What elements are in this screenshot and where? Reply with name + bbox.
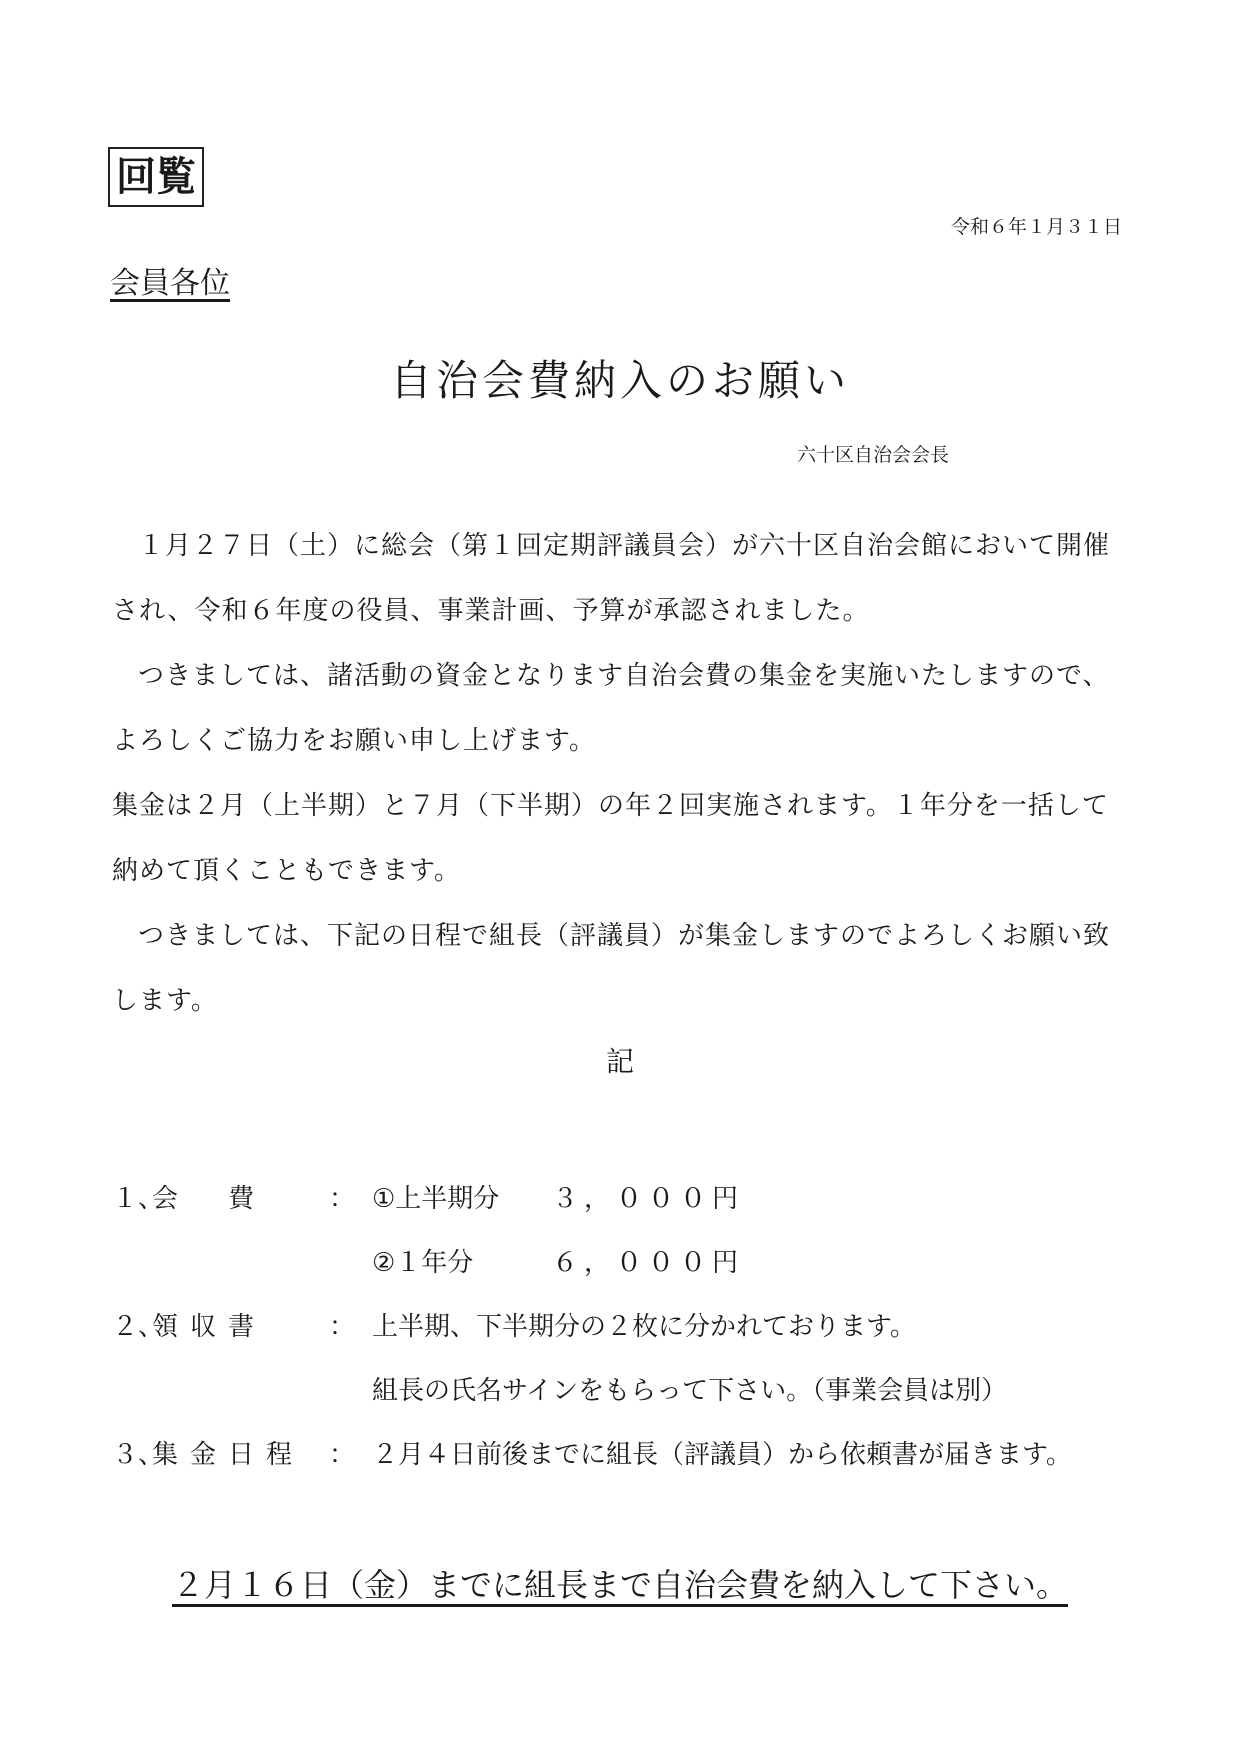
item-label: 会 費	[152, 1183, 267, 1214]
ki-heading: 記	[605, 1045, 634, 1078]
fee-row	[112, 1164, 1072, 1228]
circulation-stamp: 回覧	[108, 147, 204, 207]
fee-option-name: ②１年分	[372, 1247, 474, 1278]
receipt-row-2	[112, 1356, 1072, 1420]
item-label: 集金日程	[152, 1439, 305, 1470]
item-colon: ：	[328, 1183, 355, 1214]
fee-option-name: ①上半期分	[372, 1183, 500, 1214]
fee-option-amount: ３，０００円	[552, 1183, 745, 1214]
fee-option-amount: ６，０００円	[552, 1247, 745, 1278]
item-colon: ：	[328, 1311, 355, 1342]
item-number: １、	[112, 1183, 165, 1214]
recipients: 会員各位	[110, 266, 230, 301]
body-text	[112, 514, 1132, 1034]
schedule-row	[112, 1420, 1072, 1484]
deadline-text: ２月１６日（金）までに組長まで自治会費を納入して下さい。	[171, 1566, 1068, 1604]
paragraph-general-meeting: １月２７日（土）に総会（第１回定期評議員会）が六十区自治会館において開催され、令和６年度の役員、事業計画、予算が承認されました。	[112, 531, 1111, 626]
paragraph-schedule: つきましては、下記の日程で組長（評議員）が集金しますのでよろしくお願い致します。	[112, 921, 1111, 1016]
deadline-notice	[0, 1560, 1240, 1606]
receipt-row	[112, 1292, 1072, 1356]
item-colon: ：	[328, 1439, 355, 1470]
item-number: ２、	[112, 1311, 165, 1342]
fee-row-2	[112, 1228, 1072, 1292]
receipt-text: 組長の氏名サインをもらって下さい。（事業会員は別）	[372, 1375, 1008, 1406]
item-number: ３、	[112, 1439, 165, 1470]
schedule-text: ２月４日前後までに組長（評議員）から依頼書が届きます。	[372, 1439, 1072, 1470]
paragraph-request: つきましては、諸活動の資金となります自治会費の集金を実施いたしますので、よろしくご協力をお願い申し上げます。	[112, 661, 1110, 756]
page-title: 自治会費納入のお願い	[389, 356, 850, 405]
issue-date: 令和６年１月３１日	[950, 216, 1122, 238]
item-list	[112, 1164, 1072, 1484]
receipt-text: 上半期、下半期分の２枚に分かれております。	[372, 1311, 916, 1342]
item-label: 領収書	[152, 1311, 267, 1342]
sender: 六十区自治会会長	[797, 444, 950, 466]
paragraph-collection: 集金は２月（上半期）と７月（下半期）の年２回実施されます。１年分を一括して納めて頂くこともできます。	[112, 791, 1109, 886]
